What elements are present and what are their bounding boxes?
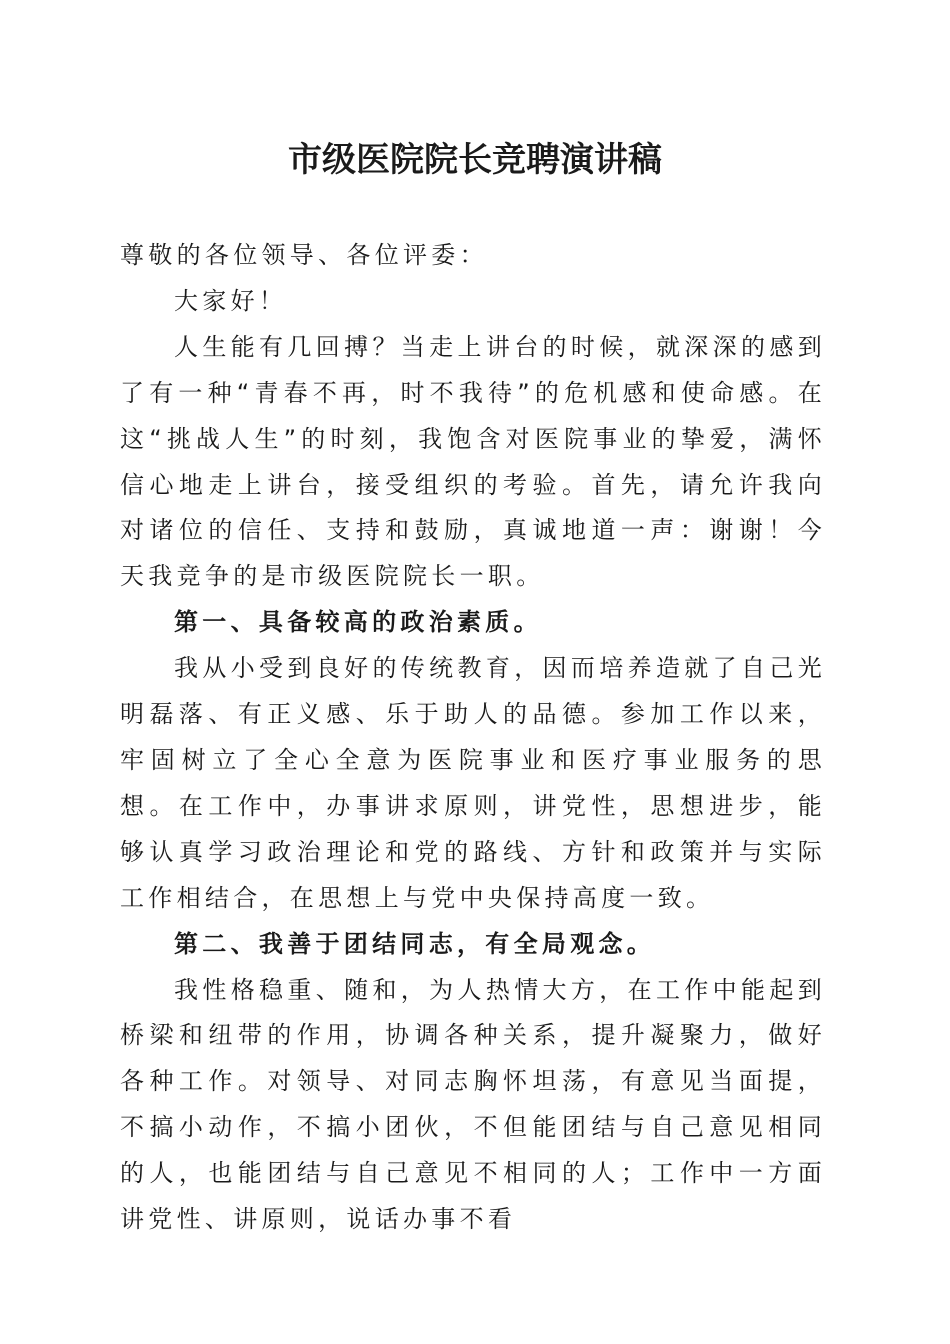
document-title: 市级医院院长竞聘演讲稿	[288, 140, 662, 180]
section-1-paragraph: 我从小受到良好的传统教育，因而培养造就了自己光明磊落、有正义感、乐于助人的品德。参加工作以来，牢固树立了全心全意为医院事业和医疗事业服务的思想。在工作中，办事讲求原则，讲党性，思想进步，能够认真学习政治理论和党的路线、方针和政策并与实际工作相结合，在思想上与党中央保持高度一致。	[120, 654, 826, 912]
section-2-heading: 第二、我善于团结同志，有全局观念。	[174, 929, 656, 958]
section-2-paragraph: 我性格稳重、随和，为人热情大方，在工作中能起到桥梁和纽带的作用，协调各种关系，提升凝聚力，做好各种工作。对领导、对同志胸怀坦荡，有意见当面提，不搞小动作，不搞小团伙，不但能团结与自己意见相同的人，也能团结与自己意见不相同的人；工作中一方面讲党性、讲原则，说话办事不看	[120, 975, 826, 1234]
section-1-heading: 第一、具备较高的政治素质。	[174, 608, 542, 637]
salutation: 尊敬的各位领导、各位评委：	[120, 241, 488, 269]
intro-paragraph: 人生能有几回搏？当走上讲台的时候，就深深的感到了有一种“青春不再，时不我待”的危机感和使命感。在这“挑战人生”的时刻，我饱含对医院事业的挚爱，满怀信心地走上讲台，接受组织的考验。首先，请允许我向对诸位的信任、支持和鼓励，真诚地道一声：谢谢！今天我竞争的是市级医院院长一职。	[120, 332, 826, 591]
greeting: 大家好！	[174, 286, 288, 315]
document-body	[120, 233, 826, 1243]
